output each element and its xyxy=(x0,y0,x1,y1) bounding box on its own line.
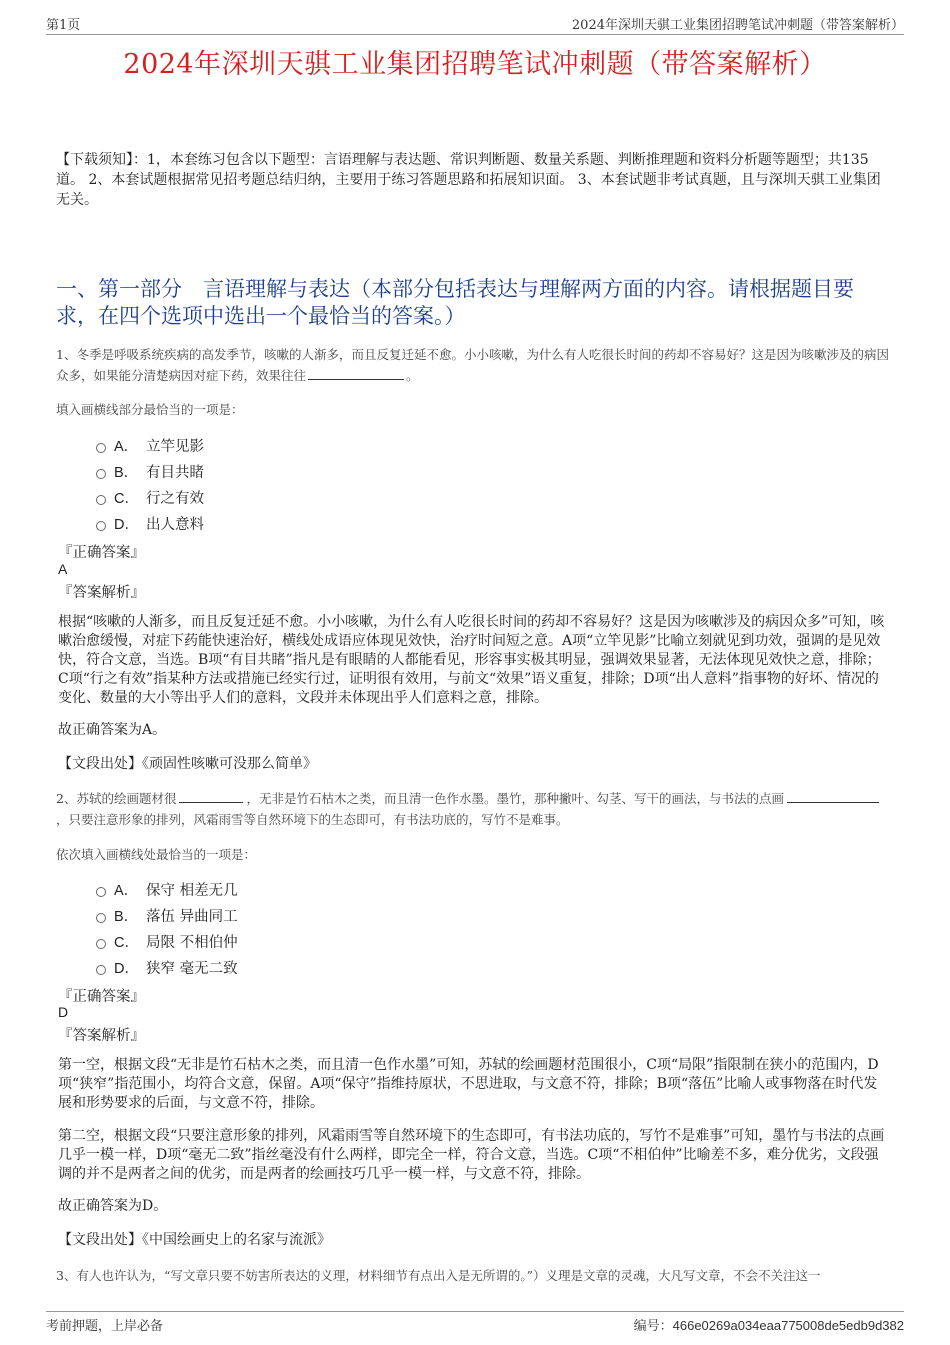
option-letter: B． xyxy=(114,908,139,925)
question-2-option-d[interactable] xyxy=(96,954,238,980)
question-2-option-c[interactable] xyxy=(96,928,238,954)
answer-blank xyxy=(787,788,879,803)
question-1-conclusion: 故正确答案为A。 xyxy=(58,722,167,738)
question-2-option-a[interactable] xyxy=(96,876,238,902)
footer-slogan: 考前押题，上岸必备 xyxy=(46,1319,164,1334)
radio-button[interactable] xyxy=(96,965,106,975)
question-2-answer: D xyxy=(58,1004,69,1020)
question-2-options xyxy=(96,876,238,980)
section-heading: 一、第一部分 言语理解与表达（本部分包括表达与理解两方面的内容。请根据题目要求，在四个选项中选出一个最恰当的答案。） xyxy=(56,277,854,328)
question-1-stem-end: 。 xyxy=(406,368,419,383)
question-1-option-d[interactable] xyxy=(96,510,204,536)
question-1-answer: A xyxy=(58,561,68,577)
question-2-text xyxy=(56,788,894,830)
option-text: 出人意料 xyxy=(146,516,204,533)
question-2-analysis-1: 第一空，根据文段“无非是竹石枯木之类，而且清一色作水墨”可知，苏轼的绘画题材范围很小，C项“局限”指限制在狭小的范围内，D项“狭窄”指范围小，均符合文意，保留。A项“保守”指维持原状，不思进取，与文意不符，排除；B项“落伍”比喻人或事物落在时代发展和形势要求的后面，与文意不符，排除。 xyxy=(58,1057,879,1111)
radio-button[interactable] xyxy=(96,913,106,923)
option-letter: C． xyxy=(114,934,139,951)
option-text: 狭窄 毫无二致 xyxy=(146,960,238,977)
option-letter: B． xyxy=(114,464,139,481)
option-text: 局限 不相伯仲 xyxy=(146,934,238,951)
option-text: 立竿见影 xyxy=(146,438,204,455)
question-3-text: 3、有人也许认为，“写文章只要不妨害所表达的义理，材料细节有点出入是无所谓的。”）义理是文章的灵魂，大凡写文章，不会不关注这一 xyxy=(56,1268,821,1283)
answer-blank xyxy=(308,365,404,380)
option-letter: A． xyxy=(114,882,139,899)
question-1-option-a[interactable] xyxy=(96,432,204,458)
correct-answer-label: 『正确答案』 xyxy=(58,545,145,561)
question-1-analysis: 根据“咳嗽的人渐多，而且反复迁延不愈。小小咳嗽，为什么有人吃很长时间的药却不容易好？这是因为咳嗽涉及的病因众多”可知，咳嗽治愈缓慢，对症下药能快速治好，横线处成语应体现见效快，治疗时间短之意。A项“立竿见影”比喻立刻就见到功效，强调的是见效快，符合文意，当选。B项“有目共睹”指凡是有眼睛的人都能看见，形容事实极其明显，强调效果显著，无法体现见效快之意，排除；C项“行之有效”指某种方法或措施已经实行过，证明很有效用，与前文“效果”语义重复，排除；D项“出人意料”指事物的好坏、情况的变化、数量的大小等出乎人们的意料，文段并未体现出乎人们意料之意，排除。 xyxy=(58,614,885,706)
question-1-source: 【文段出处】《顽固性咳嗽可没那么简单》 xyxy=(58,756,317,772)
option-letter: D． xyxy=(114,516,139,533)
footer-code-value: 466e0269a034eaa775008de5edb9d382 xyxy=(672,1318,904,1333)
analysis-label: 『答案解析』 xyxy=(58,1028,145,1044)
question-2-stem-a: 2、苏轼的绘画题材很 xyxy=(56,791,177,806)
radio-button[interactable] xyxy=(96,443,106,453)
question-2-analysis-2: 第二空，根据文段“只要注意形象的排列，风霜雨雪等自然环境下的生态即可，有书法功底的，写竹不是难事”可知，墨竹与书法的点画几乎一模一样，D项“毫无二致”指丝毫没有什么两样，即完全一样，符合文意，当选。C项“不相伯仲”比喻差不多，难分优劣，文段强调的并不是两者之间的优劣，而是两者的绘画技巧几乎一模一样，与文意不符，排除。 xyxy=(58,1128,885,1182)
question-2-option-b[interactable] xyxy=(96,902,238,928)
radio-button[interactable] xyxy=(96,887,106,897)
option-text: 有目共睹 xyxy=(146,464,204,481)
option-letter: D． xyxy=(114,960,139,977)
download-notice: 【下载须知】：1，本套练习包含以下题型：言语理解与表达题、常识判断题、数量关系题、判断推理题和资料分析题等题型；共135道。 2、本套试题根据常见招考题总结归纳，主要用于练习答题思路和拓展知识面。 3、本套试题非考试真题，且与深圳天骐工业集团无关。 xyxy=(56,152,881,208)
option-text: 落伍 异曲同工 xyxy=(146,908,238,925)
radio-button[interactable] xyxy=(96,495,106,505)
footer-code xyxy=(634,1315,904,1334)
footer-code-label: 编号： xyxy=(633,1319,673,1334)
question-1-prompt: 填入画横线部分最恰当的一项是： xyxy=(56,402,244,417)
question-2-conclusion: 故正确答案为D。 xyxy=(58,1198,168,1214)
analysis-label: 『答案解析』 xyxy=(58,585,145,601)
correct-answer-label: 『正确答案』 xyxy=(58,989,145,1005)
question-2-stem-c: ，只要注意形象的排列，风霜雨雪等自然环境下的生态即可，有书法功底的，写竹不是难事。 xyxy=(56,812,569,827)
option-letter: C． xyxy=(114,490,139,507)
question-1-options xyxy=(96,432,204,536)
option-text: 行之有效 xyxy=(146,490,204,507)
header-doc-name: 2024年深圳天骐工业集团招聘笔试冲刺题（带答案解析） xyxy=(571,18,904,33)
radio-button[interactable] xyxy=(96,469,106,479)
option-text: 保守 相差无几 xyxy=(146,882,238,899)
question-2-source: 【文段出处】《中国绘画史上的名家与流派》 xyxy=(58,1232,331,1248)
radio-button[interactable] xyxy=(96,939,106,949)
question-2-stem-b: ，无非是竹石枯木之类，而且清一色作水墨。墨竹，那种撇叶、勾茎、写干的画法，与书法的点画 xyxy=(246,791,784,806)
question-1-option-b[interactable] xyxy=(96,458,204,484)
question-1-option-c[interactable] xyxy=(96,484,204,510)
document-title: 2024年深圳天骐工业集团招聘笔试冲刺题（带答案解析） xyxy=(123,49,827,80)
page-footer xyxy=(46,1311,904,1336)
question-2-prompt: 依次填入画横线处最恰当的一项是： xyxy=(56,847,257,862)
question-1-text xyxy=(56,344,894,386)
radio-button[interactable] xyxy=(96,521,106,531)
question-1-stem: 1、冬季是呼吸系统疾病的高发季节，咳嗽的人渐多，而且反复迁延不愈。小小咳嗽，为什么有人吃很长时间的药却不容易好？这是因为咳嗽涉及的病因众多，如果能分清楚病因对症下药，效果往往 xyxy=(56,347,889,383)
option-letter: A． xyxy=(114,438,139,455)
answer-blank xyxy=(179,788,243,803)
page-header xyxy=(46,12,904,35)
page-number: 第1页 xyxy=(46,18,81,33)
